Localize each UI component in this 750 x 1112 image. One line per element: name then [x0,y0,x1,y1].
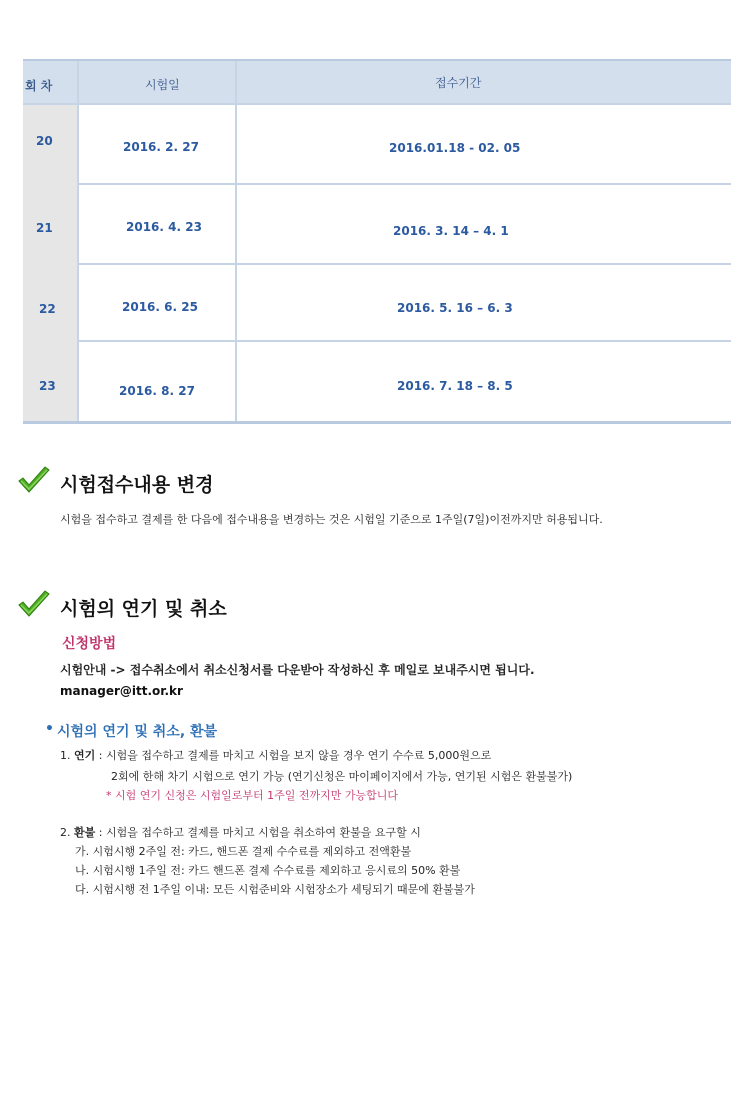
row-round: 22 [39,302,56,316]
method-text: 시험안내 -> 접수취소에서 취소신청서를 다운받아 작성하신 후 메일로 보내주시면 됩니다. [60,663,535,677]
item-number: 2. [60,826,71,839]
bullet-dot: • [45,721,54,737]
header-period: 접수기간 [435,76,482,90]
row-period: 2016. 5. 16 – 6. 3 [397,301,513,315]
row-divider [23,103,731,105]
refund-subheading: 시험의 연기 및 취소, 환불 [57,724,218,740]
row-divider [77,263,731,265]
refund-item [60,824,421,840]
postpone-line1: : 시험을 접수하고 결제를 마치고 시험을 보지 않을 경우 연기 수수료 5,000원으로 [98,749,492,762]
row-exam-date: 2016. 8. 27 [119,384,195,398]
row-divider [77,340,731,342]
exam-schedule-table [23,59,731,424]
header-exam-date: 시험일 [145,78,180,92]
row-round: 21 [36,221,53,235]
contact-email-link[interactable]: manager@itt.or.kr [60,684,183,698]
postpone-item [60,747,491,763]
row-exam-date: 2016. 4. 23 [126,220,202,234]
row-exam-date: 2016. 2. 27 [123,140,199,154]
header-round: 회 차 [25,79,53,93]
postpone-line2: 2회에 한해 차기 시험으로 연기 가능 (연기신청은 마이페이지에서 가능, 연기된 시험은 환불불가) [111,770,573,783]
row-round: 23 [39,379,56,393]
row-divider [77,183,731,185]
refund-item-c: 다. 시험시행 전 1주일 이내: 모든 시험준비와 시험장소가 세팅되기 때문에 환불불가 [75,883,475,896]
refund-item-a: 가. 시험시행 2주일 전: 카드, 핸드폰 결제 수수료를 제외하고 전액환불 [75,845,412,858]
checkmark-icon [16,466,52,496]
checkmark-icon [16,590,52,620]
row-period: 2016. 3. 14 – 4. 1 [393,224,509,238]
round-column-bg [23,105,77,421]
change-policy-text: 시험을 접수하고 결제를 한 다음에 접수내용을 변경하는 것은 시험일 기준으로 1주일(7일)이전까지만 허용됩니다. [60,513,603,526]
row-round: 20 [36,134,53,148]
postpone-label: 연기 [74,749,96,762]
postpone-note: * 시험 연기 신청은 시험일로부터 1주일 전까지만 가능합니다 [106,789,398,802]
column-divider [235,61,237,421]
row-period: 2016.01.18 - 02. 05 [389,141,521,155]
refund-line1: : 시험을 접수하고 결제를 마치고 시험을 취소하여 환불을 요구할 시 [98,826,421,839]
method-heading: 신청방법 [62,636,117,652]
row-exam-date: 2016. 6. 25 [122,300,198,314]
section-title-change: 시험접수내용 변경 [60,474,214,496]
item-number: 1. [60,749,71,762]
section-title-cancel: 시험의 연기 및 취소 [60,598,227,620]
row-period: 2016. 7. 18 – 8. 5 [397,379,513,393]
refund-item-b: 나. 시험시행 1주일 전: 카드 핸드폰 결제 수수료를 제외하고 응시료의 50% 환불 [75,864,461,877]
table-header-row [23,61,731,105]
refund-label: 환불 [74,826,96,839]
column-divider [77,61,79,421]
